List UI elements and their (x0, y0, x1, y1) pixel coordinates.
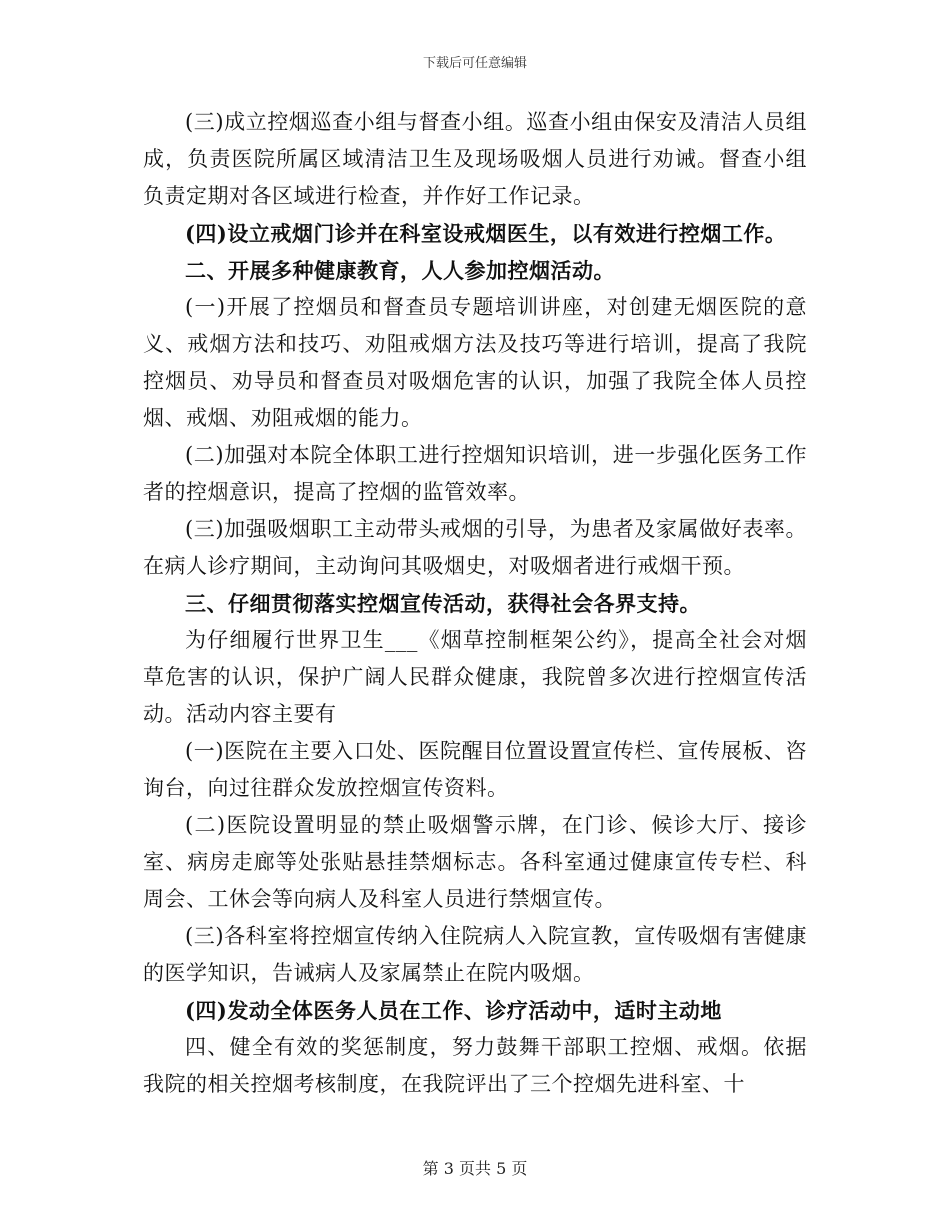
page-header: 下载后可任意编辑 (422, 56, 527, 71)
paragraph-2: (四)设立戒烟门诊并在科室设戒烟医生，以有效进行控烟工作。 (185, 221, 787, 246)
paragraph-11: (三)各科室将控烟宣传纳入住院病人入院宣教，宣传吸烟有害健康的医学知识，告诫病人及家属禁止在院内吸烟。 (143, 924, 807, 985)
paragraph-8: 为仔细履行世界卫生___《烟草控制框架公约》，提高全社会对烟草危害的认识，保护广阔人民群众健康，我院曾多次进行控烟宣传活动。活动内容主要有 (143, 628, 807, 726)
section-heading-2: 二、开展多种健康教育，人人参加控烟活动。 (185, 258, 615, 283)
paragraph-4: (一)开展了控烟员和督查员专题培训讲座，对创建无烟医院的意义、戒烟方法和技巧、劝阻戒烟方法及技巧等进行培训，提高了我院控烟员、劝导员和督查员对吸烟危害的认识，加强了我院全体人员控烟、戒烟、劝阻戒烟的能力。 (143, 295, 807, 430)
paragraph-13: 四、健全有效的奖惩制度，努力鼓舞干部职工控烟、戒烟。依据我院的相关控烟考核制度，在我院评出了三个控烟先进科室、十 (143, 1035, 807, 1096)
paragraph-12: (四)发动全体医务人员在工作、诊疗活动中，适时主动地 (185, 998, 722, 1023)
page-footer: 第 3 页共 5 页 (422, 1159, 528, 1178)
paragraph-9: (一)医院在主要入口处、医院醒目位置设置宣传栏、宣传展板、咨询台，向过往群众发放控烟宣传资料。 (143, 739, 807, 800)
document-body (143, 104, 807, 1103)
paragraph-6: (三)加强吸烟职工主动带头戒烟的引导，为患者及家属做好表率。在病人诊疗期间，主动询问其吸烟史，对吸烟者进行戒烟干预。 (143, 517, 807, 578)
paragraph-10: (二)医院设置明显的禁止吸烟警示牌，在门诊、候诊大厅、接诊室、病房走廊等处张贴悬挂禁烟标志。各科室通过健康宣传专栏、科周会、工休会等向病人及科室人员进行禁烟宣传。 (143, 813, 807, 911)
section-heading-3: 三、仔细贯彻落实控烟宣传活动，获得社会各界支持。 (185, 591, 701, 616)
paragraph-5: (二)加强对本院全体职工进行控烟知识培训，进一步强化医务工作者的控烟意识，提高了控烟的监管效率。 (143, 443, 807, 504)
paragraph-1: (三)成立控烟巡查小组与督查小组。巡查小组由保安及清洁人员组成，负责医院所属区域清洁卫生及现场吸烟人员进行劝诫。督查小组负责定期对各区域进行检查，并作好工作记录。 (143, 110, 807, 208)
